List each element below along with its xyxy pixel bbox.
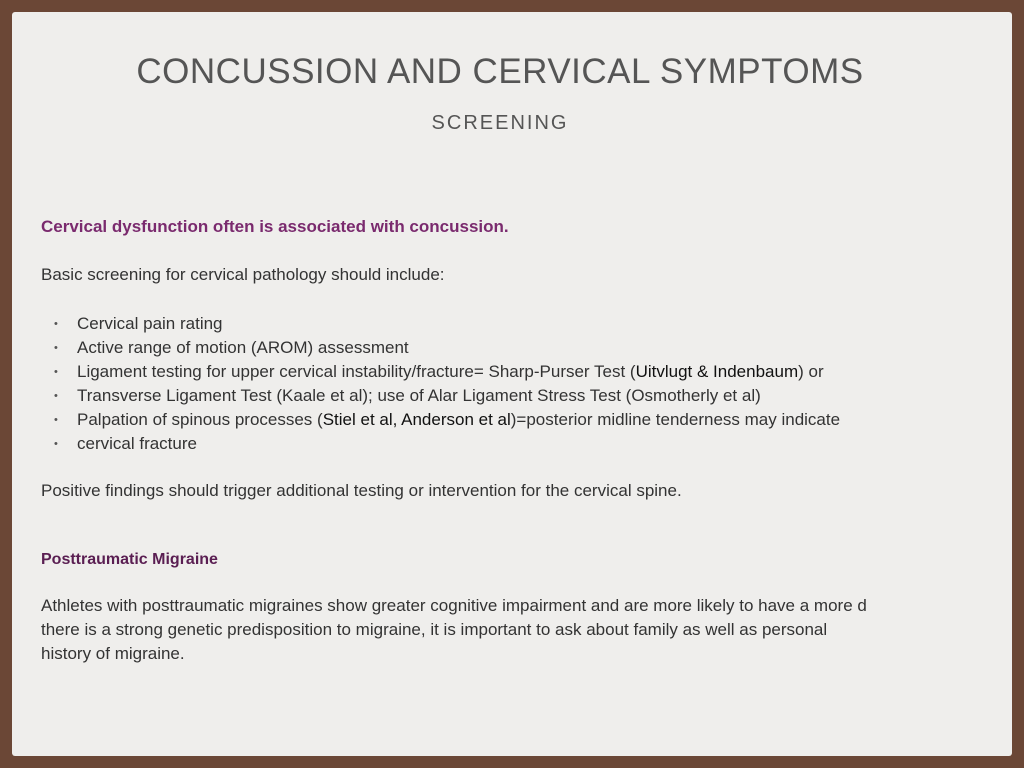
slide-title: CONCUSSION AND CERVICAL SYMPTOMS [136, 52, 864, 91]
paragraph-line: Athletes with posttraumatic migraines show greater cognitive impairment and are more likely to have a more d [41, 596, 867, 615]
bullet-icon: • [54, 438, 58, 450]
list-item-text: Transverse Ligament Test (Kaale et al); use of Alar Ligament Stress Test (Osmotherly et al) [77, 386, 761, 405]
lead-statement: Cervical dysfunction often is associated with concussion. [41, 217, 509, 236]
list-item [41, 337, 840, 361]
list-item-text: ) or [798, 362, 824, 381]
list-item-text: Active range of motion (AROM) assessment [77, 338, 409, 357]
list-item [41, 361, 840, 385]
section-heading: Posttraumatic Migraine [41, 551, 218, 568]
bullet-icon: • [54, 318, 58, 330]
paragraph-line: history of migraine. [41, 644, 185, 663]
citation-text: Stiel et al, Anderson et al [322, 410, 511, 429]
list-item [41, 409, 840, 433]
list-item-text: Palpation of spinous processes ( [77, 410, 323, 429]
slide-subtitle: SCREENING [431, 112, 569, 134]
migraine-paragraph [41, 594, 1000, 666]
intro-text: Basic screening for cervical pathology should include: [41, 265, 445, 284]
bullet-icon: • [54, 342, 58, 354]
positive-findings-text: Positive findings should trigger additional testing or intervention for the cervical spine. [41, 481, 682, 500]
list-item-text: Cervical pain rating [77, 314, 223, 333]
list-item-text: cervical fracture [77, 434, 197, 453]
bullet-icon: • [54, 366, 58, 378]
bullet-icon: • [54, 414, 58, 426]
citation-text: Uitvlugt & Indenbaum [635, 362, 799, 381]
screening-list [41, 313, 840, 457]
list-item [41, 433, 840, 457]
list-item [41, 313, 840, 337]
list-item [41, 385, 840, 409]
list-item-text: Ligament testing for upper cervical instability/fracture= Sharp-Purser Test ( [77, 362, 636, 381]
bullet-icon: • [54, 390, 58, 402]
paragraph-line: there is a strong genetic predisposition to migraine, it is important to ask about family as well as personal [41, 620, 828, 639]
list-item-text: )=posterior midline tenderness may indicate [510, 410, 841, 429]
